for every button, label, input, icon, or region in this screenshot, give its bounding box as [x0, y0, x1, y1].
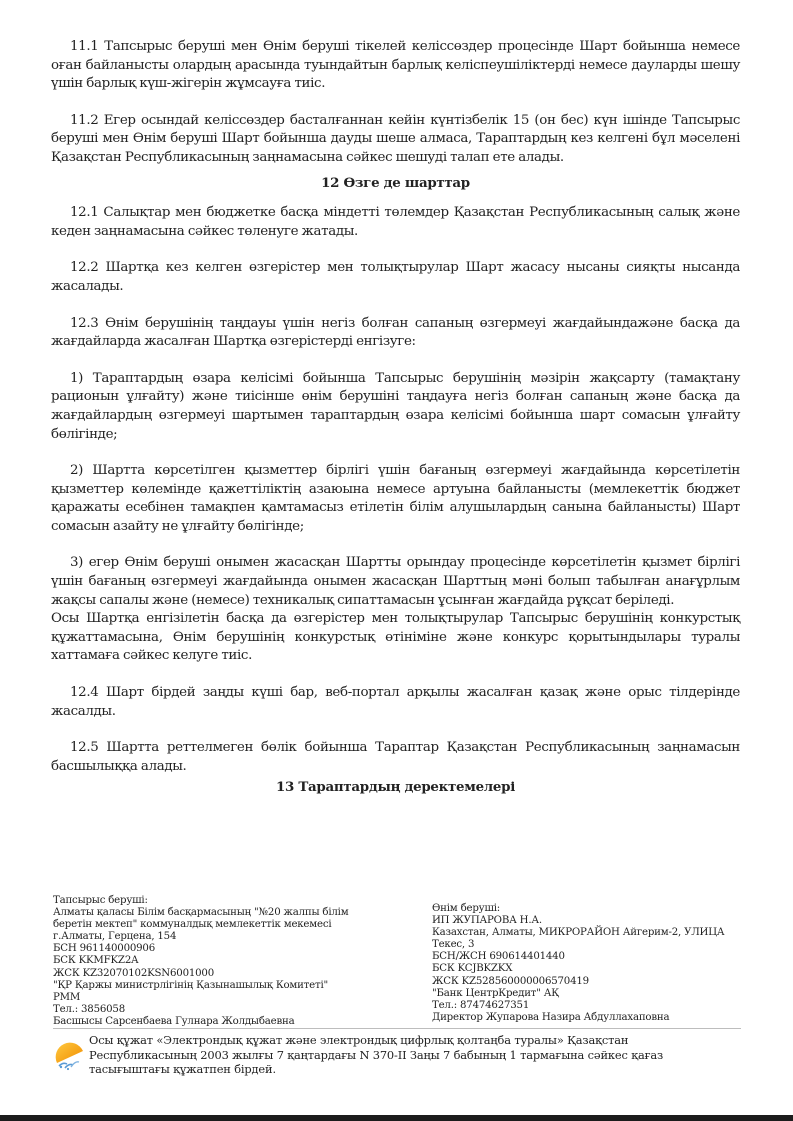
customer-phone: Тел.: 3856058	[53, 1003, 125, 1015]
party-requisites	[53, 895, 743, 1035]
legal-notice-line-2: Республикасының 2003 жылғы 7 қаңтардағы N 370-II Заңы 7 бабының 1 тармағына сәйкес қағаз	[89, 1047, 664, 1062]
customer-head: Басшысы Сарсенбаева Гулнара Жолдыбаевна	[53, 1015, 295, 1027]
supplier-address-street: Текес, 3	[432, 939, 475, 951]
supplier-phone: Тел.: 87474627351	[432, 999, 530, 1011]
document-body	[51, 38, 740, 797]
supplier-bin: БСН/ЖСН 690614401440	[432, 951, 565, 963]
customer-bin: БСН 961140000906	[53, 943, 155, 955]
clause-12-1: 12.1 Салықтар мен бюджетке басқа міндетті төлемдер Қазақстан Республикасының салық және кеден заңнамасына сәйкес төленуге жатады.	[51, 205, 740, 239]
egov-sun-logo-icon	[53, 1037, 87, 1071]
supplier-head: Директор Жупарова Назира Абдуллахаповна	[432, 1011, 670, 1023]
legal-notice-line-3: тасығыштағы құжатпен бірдей.	[89, 1062, 276, 1076]
clause-12-2: 12.2 Шартқа кез келген өзгерістер мен толықтырулар Шарт жасасу нысаны сияқты нысанда жасалады.	[51, 260, 740, 294]
customer-iik: ЖСК KZ32070102KSN6001000	[53, 967, 214, 979]
clause-12-5: 12.5 Шартта реттелмеген бөлік бойынша Тараптар Қазақстан Республикасының заңнамасын басшылыққа алады.	[51, 740, 740, 774]
customer-name: Алматы қаласы Білім басқармасының "№20 жалпы білім беретін мектеп" коммуналдық мемлекеттік мекемесі	[53, 907, 349, 931]
customer-bik: БСК KKMFKZ2A	[53, 955, 139, 967]
legal-notice-text	[89, 1033, 709, 1077]
section-heading-12: 12 Өзге де шарттар	[321, 174, 470, 191]
customer-address: г.Алматы, Герцена, 154	[53, 931, 177, 943]
viewer-bottom-bar	[0, 1115, 793, 1121]
supplier-address: Казахстан, Алматы, МИКРОРАЙОН Айгерим-2, УЛИЦА	[432, 927, 725, 939]
clause-12-3: 12.3 Өнім берушінің таңдауы үшін негіз болған сапаның өзгермеуі жағдайындажәне басқа да жағдайларда жасалған Шартқа өзгерістерді енгізуге:	[51, 315, 740, 350]
legal-footer	[53, 1033, 743, 1081]
customer-bank-type: РММ	[53, 991, 81, 1003]
supplier-requisites	[432, 903, 752, 1024]
supplier-label: Өнім беруші:	[432, 903, 501, 914]
clause-12-3-additional: Осы Шартқа енгізілетін басқа да өзгерістер мен толықтырулар Тапсырыс берушінің конкурстық құжаттамасына, Өнім берушінің конкурстық өтініміне және конкурс қорытындылары туралы хаттамаға сәйкес келуге тиіс.	[51, 611, 740, 664]
supplier-bik: БСК KCJBKZKX	[432, 963, 513, 975]
supplier-name: ИП ЖУПАРОВА Н.А.	[432, 915, 542, 927]
supplier-iik: ЖСК KZ528560000006570419	[432, 975, 589, 987]
section-heading-13: 13 Тараптардың деректемелері	[276, 779, 515, 796]
clause-11-1: 11.1 Тапсырыс беруші мен Өнім беруші тікелей келіссөздер процесінде Шарт бойынша немесе оған байланысты олардың арасында туындайтын барлық келіспеушіліктерді немесе дауларды шешу үшін барлық күш-жігерін жұмсауға тиіс.	[51, 39, 740, 92]
clause-12-3-item-3: 3) егер Өнім беруші онымен жасасқан Шартты орындау процесінде көрсетілетін қызмет бірлігі үшін бағаның өзгермеуі жағдайында онымен жасасқан Шарттың мәні болып табылған анағұрлым жақсы сапалы және (немесе) техникалық сипаттамасын ұсынған жағдайда рұқсат беріледі.	[51, 555, 740, 608]
supplier-bank: "Банк ЦентрКредит" АҚ	[432, 987, 559, 999]
clause-12-3-item-1: 1) Тараптардың өзара келісімі бойынша Тапсырыс берушінің мәзірін жақсарту (тамақтану рационын ұлғайту) және тиісінше өнім берушіні таңдауға негіз болған сапаның және басқа да жағдайлардың өзгермеуі шартымен тараптардың өзара келісімі бойынша шарт сомасын ұлғайту бөлігінде;	[51, 370, 740, 442]
customer-requisites	[53, 895, 383, 1028]
legal-notice-line-1: Осы құжат «Электрондық құжат және электрондық цифрлық қолтаңба туралы» Қазақстан	[89, 1033, 629, 1047]
footer-divider	[53, 1028, 741, 1029]
clause-12-4: 12.4 Шарт бірдей заңды күші бар, веб-портал арқылы жасалған қазақ және орыс тілдерінде жасалды.	[51, 685, 740, 719]
clause-11-2: 11.2 Егер осындай келіссөздер басталғаннан кейін күнтізбелік 15 (он бес) күн ішінде Тапсырыс беруші мен Өнім беруші Шарт бойынша дауды шеше алмаса, Тараптардың кез келгені бұл мәселені Қазақстан Республикасының заңнамасына сәйкес шешуді талап ете алады.	[51, 112, 740, 165]
customer-bank: "ҚР Қаржы министрлігінің Қазынашылық Комитеті"	[53, 979, 328, 991]
customer-label: Тапсырыс беруші:	[53, 895, 148, 906]
clause-12-3-item-2: 2) Шартта көрсетілген қызметтер бірлігі үшін бағаның өзгермеуі жағдайында көрсетілетін қызметтер көлемінде қажеттіліктің азаюына немесе артуына байланысты (мемлекеттік бюджет қаражаты есебінен тамақпен қамтамасыз етілетін білім алушылардың санына байланысты) Шарт сомасын азайту не ұлғайту бөлігінде;	[51, 463, 740, 534]
